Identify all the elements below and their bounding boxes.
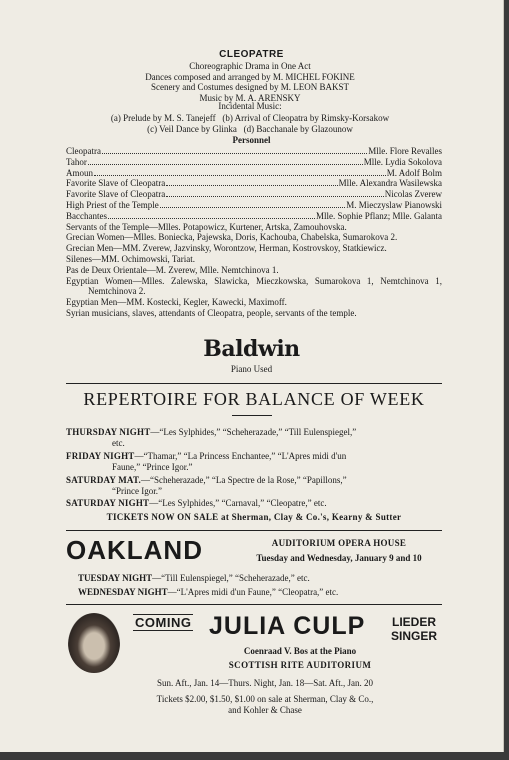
tickets-notice: TICKETS NOW ON SALE at Sherman, Clay & Co.'s, Kearny & Sutter bbox=[106, 512, 402, 522]
night-label: FRIDAY NIGHT bbox=[66, 451, 135, 461]
night-works-cont: “Prince Igor.” bbox=[112, 485, 162, 496]
cast-row bbox=[66, 178, 442, 189]
leader-dots bbox=[88, 164, 363, 165]
cast-actor: M. Adolf Bolm bbox=[386, 167, 442, 178]
night-works: —“Till Eulenspiegel,” “Scheherazade,” etc. bbox=[152, 573, 310, 583]
credit-line: Choreographic Drama in One Act bbox=[189, 61, 311, 71]
credits-block bbox=[40, 61, 460, 103]
cast-list bbox=[66, 146, 442, 319]
credit-line: Scenery and Costumes designed by M. LEON BAKST bbox=[151, 82, 349, 92]
cast-row bbox=[66, 189, 442, 200]
night-works-cont: Faune,” “Prince Igor.” bbox=[112, 461, 193, 472]
cast-role: Favorite Slave of Cleopatra bbox=[66, 189, 166, 200]
cast-actor: M. Mieczyslaw Pianowski bbox=[346, 199, 442, 210]
repertoire-saturday-mat bbox=[66, 475, 442, 496]
oakland-tuesday bbox=[78, 573, 448, 583]
incidental-line: (c) Veil Dance by Glinka (d) Bacchanale by Glazounow bbox=[147, 123, 353, 134]
night-label: SATURDAY MAT. bbox=[66, 475, 141, 485]
repertoire-friday bbox=[66, 451, 442, 472]
cast-actor: Nicolas Zverew bbox=[384, 189, 442, 200]
cast-row bbox=[66, 157, 442, 168]
cast-role: Amoun bbox=[66, 167, 93, 178]
accompanist: Coenraad V. Bos at the Piano bbox=[243, 646, 357, 656]
cast-actor: Mlle. Sophie Pflanz; Mlle. Galanta bbox=[316, 210, 442, 221]
incidental-pieces bbox=[40, 113, 460, 134]
incidental-line: (a) Prelude by M. S. Tanejeff (b) Arrival of Cleopatra by Rimsky-Korsakow bbox=[110, 113, 390, 123]
cast-row bbox=[66, 200, 442, 211]
night-works: —“Thamar,” “La Princess Enchantee,” “L'Apres midi d'un bbox=[134, 451, 347, 461]
divider bbox=[66, 530, 442, 531]
night-label: SATURDAY NIGHT bbox=[66, 498, 150, 508]
night-works-cont: etc. bbox=[112, 437, 125, 448]
ensemble-entry: Grecian Men—MM. Zverew, Jazvinsky, Worontzow, Herman, Kostrovskoy, Statkiewicz. bbox=[66, 243, 387, 254]
night-works: —“L'Apres midi d'un Faune,” “Cleopatra,” etc. bbox=[167, 587, 339, 597]
piano-used-note: Piano Used bbox=[230, 364, 273, 374]
ensemble-entry: Egyptian Women—Mlles. Zalewska, Slawicka, Mieczkowska, Sumarokova 1, Nemtchinova 1, Nemtchinova 2. bbox=[66, 275, 442, 297]
oakland-dates: Tuesday and Wednesday, January 9 and 10 bbox=[256, 553, 422, 563]
coming-label: COMING bbox=[135, 615, 192, 630]
night-works: —“Les Sylphides,” “Carnaval,” “Cleopatre,” etc. bbox=[149, 498, 327, 508]
credit-line: Dances composed and arranged by M. MICHEL FOKINE bbox=[145, 71, 355, 82]
leader-dots bbox=[108, 218, 315, 219]
ensemble-entry: Grecian Women—Mlles. Boniecka, Pajewska, Doris, Kachouba, Chabelska, Sumarokova 2. bbox=[66, 232, 398, 243]
cast-row bbox=[66, 146, 442, 157]
divider bbox=[66, 604, 442, 605]
incidental-heading: Incidental Music: bbox=[218, 101, 282, 111]
ticket-prices-line: and Kohler & Chase bbox=[228, 704, 302, 715]
ensemble-entry: Servants of the Temple—Mlles. Potapowicz, Kurtener, Artska, Zamouhovska. bbox=[66, 221, 347, 232]
cast-row bbox=[66, 168, 442, 179]
night-works: —“Scheherazade,” “La Spectre de la Rose,” “Papillons,” bbox=[140, 475, 347, 485]
night-label: THURSDAY NIGHT bbox=[66, 427, 151, 437]
artist-name: JULIA CULP bbox=[209, 612, 366, 640]
ticket-prices bbox=[90, 694, 440, 715]
cast-role: Tahor bbox=[66, 156, 87, 167]
night-works: —“Les Sylphides,” “Scheherazade,” “Till Eulenspiegel,” bbox=[150, 427, 357, 437]
oakland-venue: AUDITORIUM OPERA HOUSE bbox=[271, 538, 407, 548]
credit-line: Music by M. A. ARENSKY bbox=[199, 92, 301, 103]
cast-role: High Priest of the Temple bbox=[66, 199, 159, 210]
cast-row bbox=[66, 211, 442, 222]
artist-title-line: LIEDER bbox=[391, 615, 436, 629]
leader-dots bbox=[160, 207, 346, 208]
personnel-heading: Personnel bbox=[232, 135, 271, 145]
ticket-prices-line: Tickets $2.00, $1.50, $1.00 on sale at Sherman, Clay & Co., bbox=[156, 694, 374, 704]
divider bbox=[232, 415, 272, 416]
repertoire-heading: REPERTOIRE FOR BALANCE OF WEEK bbox=[83, 389, 425, 409]
oakland-heading: OAKLAND bbox=[66, 535, 203, 565]
repertoire-saturday-night bbox=[66, 498, 442, 509]
leader-dots bbox=[166, 196, 384, 197]
cast-role: Cleopatra bbox=[66, 146, 101, 156]
ballet-title: CLEOPATRE bbox=[219, 49, 284, 60]
ensemble-entry: Pas de Deux Orientale—M. Zverew, Mlle. Nemtchinova 1. bbox=[66, 264, 279, 275]
cast-actor: Mlle. Lydia Sokolova bbox=[363, 156, 442, 167]
cast-actor: Mlle. Flore Revalles bbox=[368, 146, 442, 156]
ensemble-entry: Syrian musicians, slaves, attendants of Cleopatra, people, servants of the temple. bbox=[66, 307, 357, 318]
repertoire-thursday bbox=[66, 427, 442, 448]
night-label: WEDNESDAY NIGHT bbox=[78, 587, 168, 597]
baldwin-logo: Baldwin bbox=[203, 336, 300, 362]
leader-dots bbox=[102, 153, 367, 154]
cast-actor: Mlle. Alexandra Wasilewska bbox=[338, 178, 442, 189]
night-label: TUESDAY NIGHT bbox=[78, 573, 153, 583]
ensemble-entry: Silenes—MM. Ochimowski, Tariat. bbox=[66, 253, 195, 264]
cast-role: Favorite Slave of Cleopatra bbox=[66, 178, 166, 189]
divider bbox=[66, 383, 442, 384]
artist-title-line: SINGER bbox=[390, 629, 437, 643]
cast-role: Bacchantes bbox=[66, 210, 107, 221]
coming-schedule: Sun. Aft., Jan. 14—Thurs. Night, Jan. 18—Sat. Aft., Jan. 20 bbox=[157, 678, 373, 688]
artist-title bbox=[386, 615, 442, 643]
coming-venue: SCOTTISH RITE AUDITORIUM bbox=[228, 660, 372, 670]
oakland-wednesday bbox=[78, 587, 448, 597]
leader-dots bbox=[166, 185, 337, 186]
leader-dots bbox=[94, 175, 386, 176]
julia-culp-portrait bbox=[68, 613, 120, 673]
ensemble-entry: Egyptian Men—MM. Kostecki, Kegler, Kawecki, Maximoff. bbox=[66, 297, 287, 308]
